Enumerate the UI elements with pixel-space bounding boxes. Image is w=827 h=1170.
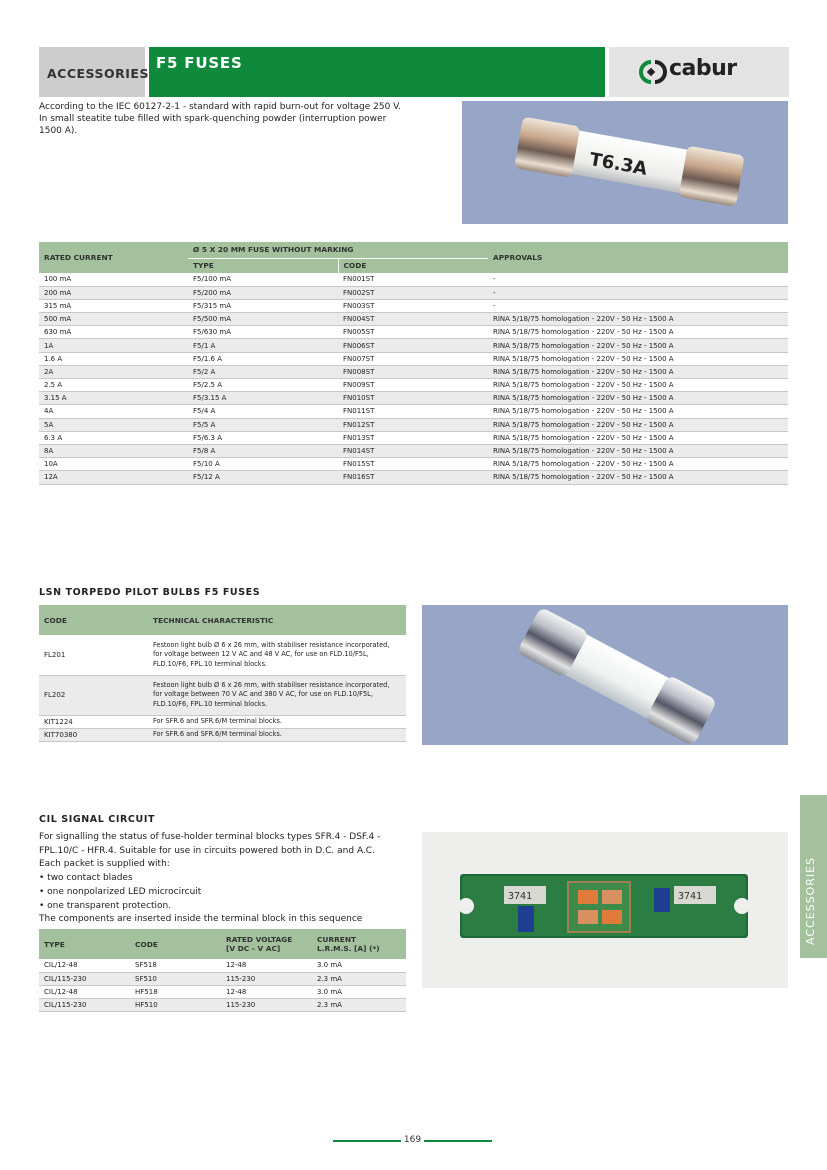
table-cell	[148, 635, 406, 675]
table-cell	[148, 675, 406, 715]
table-row	[39, 286, 788, 299]
board-label: 3741	[508, 891, 533, 902]
table-cell: -	[488, 273, 788, 286]
table-row	[39, 471, 788, 484]
cil-text-line: • two contact blades	[39, 873, 133, 884]
col-header: TYPE	[188, 258, 338, 273]
table-row	[39, 728, 406, 741]
table-row	[39, 339, 788, 352]
table-row	[39, 715, 406, 728]
table-cell: FN003ST	[338, 299, 488, 312]
table-cell: FN001ST	[338, 273, 488, 286]
table-cell: 8A	[39, 444, 188, 457]
col-header-line: CURRENT	[317, 935, 357, 944]
circuit-board-image	[422, 832, 788, 988]
table-cell: F5/630 mA	[188, 326, 338, 339]
fuse-table	[39, 242, 788, 485]
table-row	[39, 418, 788, 431]
table-cell: RINA 5/18/75 homologation - 220V - 50 Hz - 1500 A	[488, 313, 788, 326]
table-row	[39, 299, 788, 312]
table-cell: 500 mA	[39, 313, 188, 326]
table-cell: F5/2.5 A	[188, 379, 338, 392]
table-cell: 3.15 A	[39, 392, 188, 405]
table-cell: FN015ST	[338, 458, 488, 471]
table-cell: 115-230	[221, 972, 312, 985]
tech-line: FLD.10/F6, FPL.10 terminal blocks.	[153, 659, 268, 668]
table-cell: F5/100 mA	[188, 273, 338, 286]
table-row	[39, 352, 788, 365]
col-header-line: [V DC - V AC]	[226, 944, 281, 953]
table-cell: FN011ST	[338, 405, 488, 418]
table-cell: FN012ST	[338, 418, 488, 431]
table-cell: 2.5 A	[39, 379, 188, 392]
intro-text	[39, 101, 419, 137]
table-cell: FN014ST	[338, 444, 488, 457]
table-cell: 200 mA	[39, 286, 188, 299]
table-cell: 12-48	[221, 959, 312, 972]
side-tab-label: ACCESSORIES	[804, 856, 817, 945]
col-header: TECHNICAL CHARACTERISTIC	[148, 605, 406, 635]
title-bar	[149, 47, 605, 97]
table-row	[39, 273, 788, 286]
table-cell: CIL/115-230	[39, 998, 130, 1011]
logo-text: cabur	[669, 56, 737, 81]
lsn-title: LSN TORPEDO PILOT BULBS F5 FUSES	[39, 587, 261, 598]
lsn-table	[39, 605, 406, 742]
table-cell: SF518	[130, 959, 221, 972]
page-rule	[333, 1140, 401, 1142]
table-cell: F5/4 A	[188, 405, 338, 418]
cabur-logo-icon	[639, 60, 669, 84]
intro-line: In small steatite tube filled with spark-quenching powder (interruption power	[39, 114, 387, 124]
table-row	[39, 431, 788, 444]
col-header: CODE	[130, 929, 221, 959]
table-row	[39, 365, 788, 378]
col-header: RATED CURRENT	[39, 242, 188, 273]
table-row	[39, 379, 788, 392]
tech-line: for voltage between 70 V AC and 380 V AC, for use on FLD.10/F5L,	[153, 690, 373, 699]
table-cell: FN006ST	[338, 339, 488, 352]
tech-line: FLD.10/F6, FPL.10 terminal blocks.	[153, 699, 268, 708]
bulb-image	[422, 605, 788, 745]
table-cell: 10A	[39, 458, 188, 471]
table-row	[39, 313, 788, 326]
col-header: APPROVALS	[488, 242, 788, 273]
col-header: CODE	[338, 258, 488, 273]
table-cell: FN005ST	[338, 326, 488, 339]
table-cell: 12A	[39, 471, 188, 484]
table-cell: F5/200 mA	[188, 286, 338, 299]
bulb-photo	[422, 605, 788, 745]
col-header	[312, 929, 406, 959]
table-row	[39, 998, 406, 1011]
cil-text-line: • one nonpolarized LED microcircuit	[39, 886, 202, 897]
table-cell: FN007ST	[338, 352, 488, 365]
table-cell: RINA 5/18/75 homologation - 220V - 50 Hz - 1500 A	[488, 405, 788, 418]
col-header: Ø 5 X 20 MM FUSE WITHOUT MARKING	[188, 242, 488, 258]
table-cell: 315 mA	[39, 299, 188, 312]
intro-line: 1500 A).	[39, 126, 78, 136]
table-cell: F5/2 A	[188, 365, 338, 378]
tech-line: For SFR.6 and SFR.6/M terminal blocks.	[153, 716, 282, 725]
col-header-line: L.R.M.S. [A] (*)	[317, 944, 380, 953]
col-header	[221, 929, 312, 959]
table-cell: 1.6 A	[39, 352, 188, 365]
table-cell: RINA 5/18/75 homologation - 220V - 50 Hz - 1500 A	[488, 418, 788, 431]
cil-text-line: Each packet is supplied with:	[39, 859, 170, 870]
cil-description	[39, 831, 409, 927]
table-cell: 3.0 mA	[312, 959, 406, 972]
table-cell: FN016ST	[338, 471, 488, 484]
col-header: CODE	[39, 605, 148, 635]
table-cell: RINA 5/18/75 homologation - 220V - 50 Hz - 1500 A	[488, 458, 788, 471]
table-cell	[148, 728, 406, 741]
table-cell: 2.3 mA	[312, 972, 406, 985]
table-cell: F5/5 A	[188, 418, 338, 431]
table-row	[39, 392, 788, 405]
table-cell: FL201	[39, 635, 148, 675]
table-row	[39, 959, 406, 972]
cil-text-line: FPL.10/C - HFR.4. Suitable for use in circuits powered both in D.C. and A.C.	[39, 845, 375, 856]
table-cell: RINA 5/18/75 homologation - 220V - 50 Hz - 1500 A	[488, 431, 788, 444]
table-cell: 1A	[39, 339, 188, 352]
circuit-photo	[422, 832, 788, 988]
table-cell: F5/3.15 A	[188, 392, 338, 405]
table-cell: RINA 5/18/75 homologation - 220V - 50 Hz - 1500 A	[488, 379, 788, 392]
table-cell: CIL/12-48	[39, 959, 130, 972]
table-cell: F5/8 A	[188, 444, 338, 457]
table-cell: F5/10 A	[188, 458, 338, 471]
table-cell: CIL/115-230	[39, 972, 130, 985]
cil-table	[39, 929, 406, 1012]
table-cell: 115-230	[221, 998, 312, 1011]
col-header: TYPE	[39, 929, 130, 959]
table-cell: CIL/12-48	[39, 985, 130, 998]
tech-line: for voltage between 12 V AC and 48 V AC, for use on FLD.10/F5L,	[153, 650, 369, 658]
table-row	[39, 972, 406, 985]
table-cell: RINA 5/18/75 homologation - 220V - 50 Hz - 1500 A	[488, 471, 788, 484]
table-row	[39, 405, 788, 418]
table-cell: RINA 5/18/75 homologation - 220V - 50 Hz - 1500 A	[488, 444, 788, 457]
table-cell: FN013ST	[338, 431, 488, 444]
page-rule	[424, 1140, 492, 1142]
table-cell: RINA 5/18/75 homologation - 220V - 50 Hz - 1500 A	[488, 392, 788, 405]
table-cell: 3.0 mA	[312, 985, 406, 998]
table-cell: 100 mA	[39, 273, 188, 286]
table-cell: 4A	[39, 405, 188, 418]
table-cell: 12-48	[221, 985, 312, 998]
table-cell: 2A	[39, 365, 188, 378]
table-cell: FN004ST	[338, 313, 488, 326]
side-tab	[800, 795, 827, 958]
table-cell: RINA 5/18/75 homologation - 220V - 50 Hz - 1500 A	[488, 365, 788, 378]
intro-line: According to the IEC 60127-2-1 - standard with rapid burn-out for voltage 250 V.	[39, 102, 402, 112]
cil-title: CIL SIGNAL CIRCUIT	[39, 814, 156, 825]
table-cell: F5/12 A	[188, 471, 338, 484]
section-label: ACCESSORIES	[47, 66, 149, 81]
fuse-image	[462, 101, 788, 224]
table-cell	[148, 715, 406, 728]
table-row	[39, 444, 788, 457]
table-cell: RINA 5/18/75 homologation - 220V - 50 Hz - 1500 A	[488, 352, 788, 365]
table-cell: HF510	[130, 998, 221, 1011]
table-cell: F5/315 mA	[188, 299, 338, 312]
table-cell: FN010ST	[338, 392, 488, 405]
table-cell: RINA 5/18/75 homologation - 220V - 50 Hz - 1500 A	[488, 326, 788, 339]
table-cell: 5A	[39, 418, 188, 431]
table-cell: FN008ST	[338, 365, 488, 378]
table-cell: 630 mA	[39, 326, 188, 339]
table-cell: KIT1224	[39, 715, 148, 728]
page-number: 169	[403, 1135, 422, 1145]
table-row	[39, 675, 406, 715]
table-row	[39, 985, 406, 998]
logo-box	[609, 47, 789, 97]
page-title: F5 FUSES	[156, 54, 243, 72]
table-cell: KIT70380	[39, 728, 148, 741]
section-header	[39, 47, 149, 97]
table-cell: RINA 5/18/75 homologation - 220V - 50 Hz - 1500 A	[488, 339, 788, 352]
table-cell: SF510	[130, 972, 221, 985]
cil-text-line: The components are inserted inside the terminal block in this sequence	[39, 914, 363, 925]
table-cell: F5/6.3 A	[188, 431, 338, 444]
col-header-line: RATED VOLTAGE	[226, 935, 293, 944]
tech-line: For SFR.6 and SFR.6/M terminal blocks.	[153, 729, 282, 738]
table-cell: F5/500 mA	[188, 313, 338, 326]
table-cell: 6.3 A	[39, 431, 188, 444]
table-row	[39, 326, 788, 339]
tech-line: Festoon light bulb Ø 6 x 26 mm, with stabiliser resistance incorporated,	[153, 680, 390, 689]
table-cell: HF518	[130, 985, 221, 998]
table-cell: FN009ST	[338, 379, 488, 392]
table-cell: 2.3 mA	[312, 998, 406, 1011]
cil-text-line: For signalling the status of fuse-holder terminal blocks types SFR.4 - DSF.4 -	[39, 832, 381, 842]
table-cell: FL202	[39, 675, 148, 715]
table-row	[39, 458, 788, 471]
table-cell: FN002ST	[338, 286, 488, 299]
table-cell: F5/1 A	[188, 339, 338, 352]
table-cell: F5/1.6 A	[188, 352, 338, 365]
fuse-marking: T6.3A	[587, 149, 649, 180]
table-cell: -	[488, 299, 788, 312]
board-label: 3741	[678, 891, 703, 902]
table-cell: -	[488, 286, 788, 299]
tech-line: Festoon light bulb Ø 6 x 26 mm, with stabiliser resistance incorporated,	[153, 640, 390, 649]
fuse-photo	[462, 101, 788, 224]
table-row	[39, 635, 406, 675]
cil-text-line: • one transparent protection.	[39, 900, 172, 911]
